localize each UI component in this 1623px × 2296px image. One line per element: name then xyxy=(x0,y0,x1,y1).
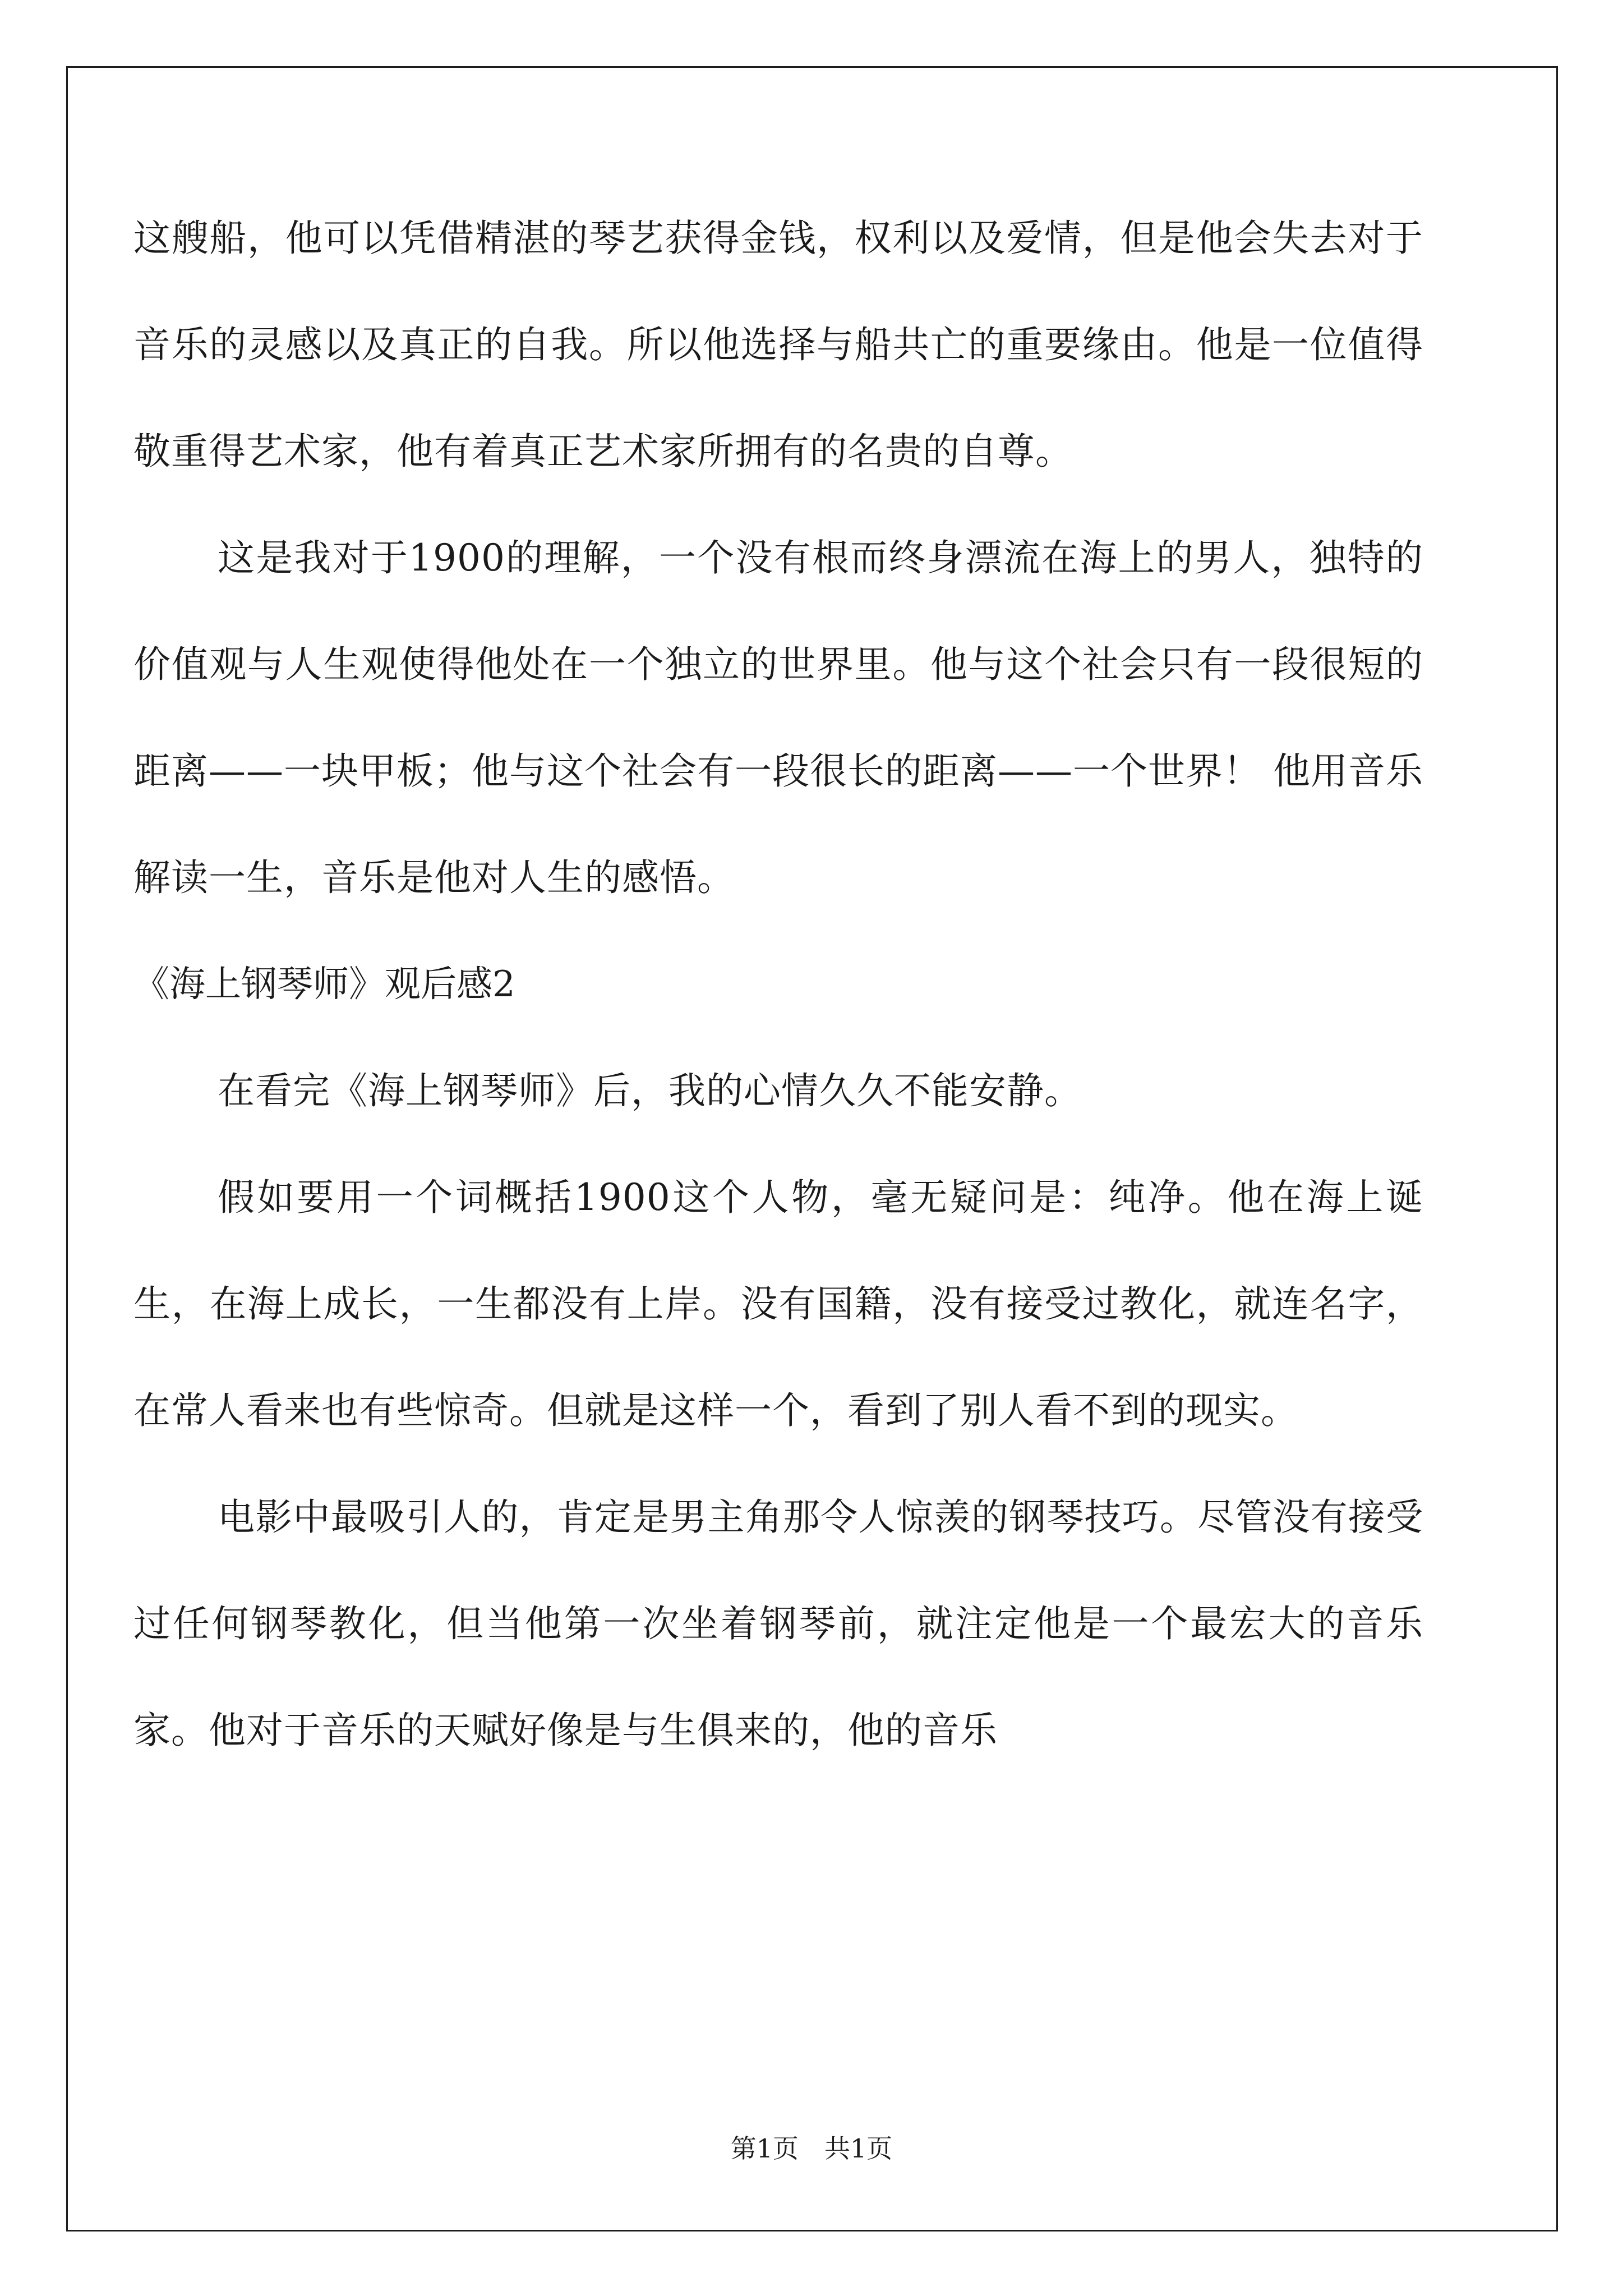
section-heading: 《海上钢琴师》观后感2 xyxy=(133,964,515,1005)
paragraph: 电影中最吸引人的，肯定是男主角那令人惊羡的钢琴技巧。尽管没有接受过任何钢琴教化，但当他第一次坐着钢琴前，就注定他是一个最宏大的音乐家。他对于音乐的天赋好像是与生俱来的，他的音乐 xyxy=(133,1496,1423,1752)
paragraph: 在看完《海上钢琴师》后，我的心情久久不能安静。 xyxy=(218,1069,1082,1112)
paragraph: 这是我对于1900的理解，一个没有根而终身漂流在海上的男人，独特的价值观与人生观使得他处在一个独立的世界里。他与这个社会只有一段很短的距离——一块甲板；他与这个社会有一段很长的距离——一个世界！ 他用音乐解读一生，音乐是他对人生的感悟。 xyxy=(133,536,1423,899)
paragraph: 假如要用一个词概括1900这个人物，毫无疑问是：纯净。他在海上诞生，在海上成长，一生都没有上岸。没有国籍，没有接受过教化，就连名字，在常人看来也有些惊奇。但就是这样一个，看到了别人看不到的现实。 xyxy=(133,1176,1423,1432)
paragraph-continued: 这艘船，他可以凭借精湛的琴艺获得金钱，权利以及爱情，但是他会失去对于音乐的灵感以及真正的自我。所以他选择与船共亡的重要缘由。他是一位值得敬重得艺术家，他有着真正艺术家所拥有的名贵的自尊。 xyxy=(133,217,1423,473)
page-number-footer: 第1页 共1页 xyxy=(730,2133,893,2164)
document-body xyxy=(133,185,1423,1784)
